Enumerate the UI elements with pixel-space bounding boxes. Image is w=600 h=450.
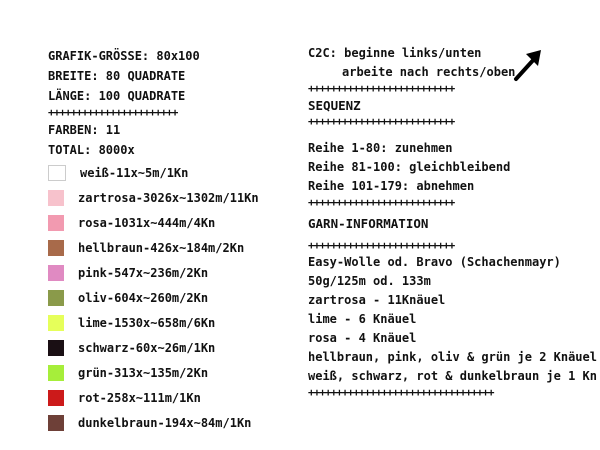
c2c-direction: arbeite nach rechts/oben — [342, 65, 516, 79]
yarn-line-6: hellbraun, pink, oliv & grün je 2 Knäuel — [308, 350, 597, 364]
color-swatch — [48, 390, 64, 406]
color-list — [48, 160, 298, 435]
yarn-line-3: zartrosa - 11Knäuel — [308, 293, 446, 307]
separator: ++++++++++++++++++++++++++ — [308, 82, 455, 95]
color-swatch — [48, 240, 64, 256]
color-item — [48, 260, 298, 285]
color-label: zartrosa-3026x~1302m/11Kn — [78, 190, 259, 205]
color-label: rosa-1031x~444m/4Kn — [78, 215, 216, 230]
total-count: TOTAL: 8000x — [48, 143, 135, 157]
yarn-line-1: Easy-Wolle od. Bravo (Schachenmayr) — [308, 255, 561, 269]
color-item — [48, 235, 298, 260]
length-info: LÄNGE: 100 QUADRATE — [48, 89, 186, 103]
color-swatch — [48, 340, 64, 356]
color-item — [48, 410, 298, 435]
color-swatch — [48, 290, 64, 306]
color-label: hellbraun-426x~184m/2Kn — [78, 240, 245, 255]
width-info: BREITE: 80 QUADRATE — [48, 69, 186, 83]
color-label: rot-258x~111m/1Kn — [78, 390, 201, 405]
instructions-column — [308, 44, 598, 400]
color-item — [48, 385, 298, 410]
separator: +++++++++++++++++++++++ — [48, 106, 178, 119]
yarn-line-5: rosa - 4 Knäuel — [308, 331, 417, 345]
color-item — [48, 185, 298, 210]
yarn-title: GARN-INFORMATION — [308, 216, 429, 231]
yarn-line-4: lime - 6 Knäuel — [308, 312, 417, 326]
separator: +++++++++++++++++++++++++++++++++ — [308, 386, 494, 399]
color-label: weiß-11x~5m/1Kn — [80, 165, 189, 180]
color-label: pink-547x~236m/2Kn — [78, 265, 209, 280]
color-label: grün-313x~135m/2Kn — [78, 365, 209, 380]
sequence-row-2: Reihe 81-100: gleichbleibend — [308, 160, 511, 174]
color-item — [48, 360, 298, 385]
sequence-row-3: Reihe 101-179: abnehmen — [308, 179, 475, 193]
color-swatch — [48, 265, 64, 281]
pattern-info-column — [48, 46, 298, 435]
colors-count: FARBEN: 11 — [48, 123, 121, 137]
yarn-line-7: weiß, schwarz, rot & dunkelbraun je 1 Kn — [308, 369, 597, 383]
color-swatch — [48, 165, 66, 181]
graphic-size: GRAFIK-GRÖSSE: 80x100 — [48, 49, 200, 63]
color-item — [48, 310, 298, 335]
color-item — [48, 335, 298, 360]
color-item — [48, 160, 298, 185]
separator: ++++++++++++++++++++++++++ — [308, 239, 455, 252]
color-swatch — [48, 215, 64, 231]
color-swatch — [48, 365, 64, 381]
color-label: lime-1530x~658m/6Kn — [78, 315, 216, 330]
c2c-start: C2C: beginne links/unten — [308, 46, 482, 60]
color-label: dunkelbraun-194x~84m/1Kn — [78, 415, 252, 430]
separator: ++++++++++++++++++++++++++ — [308, 115, 455, 128]
sequence-title: SEQUENZ — [308, 98, 361, 113]
color-item — [48, 285, 298, 310]
color-item — [48, 210, 298, 235]
arrow-up-right-icon — [512, 48, 544, 82]
color-label: oliv-604x~260m/2Kn — [78, 290, 209, 305]
separator: ++++++++++++++++++++++++++ — [308, 196, 455, 209]
yarn-line-2: 50g/125m od. 133m — [308, 274, 431, 288]
color-swatch — [48, 415, 64, 431]
color-label: schwarz-60x~26m/1Kn — [78, 340, 216, 355]
color-swatch — [48, 315, 64, 331]
color-swatch — [48, 190, 64, 206]
sequence-row-1: Reihe 1-80: zunehmen — [308, 141, 453, 155]
